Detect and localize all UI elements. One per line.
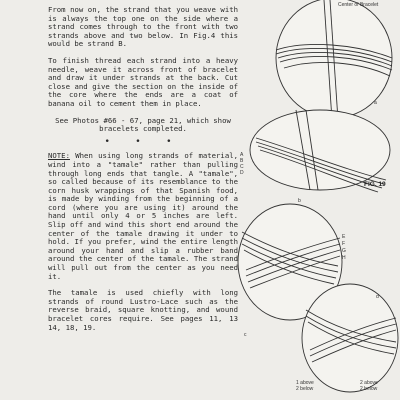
panel-c-letter-g: G xyxy=(342,248,346,254)
bracelet-weaving-illustration xyxy=(236,0,400,400)
paragraph-note xyxy=(48,152,238,281)
figure-number-label: FIG. 19 xyxy=(364,181,386,188)
center-of-bracelet-label: Center of Bracelet xyxy=(338,2,379,8)
panel-c-letter-e: E xyxy=(342,234,346,240)
panel-c-label: c xyxy=(244,332,247,338)
note-body: When using long strands of material, wind into a "tamale" rather than pulling through long ends that tangle. A "tamale", so called because of its resemblance to the corn husk wrappings of that Spanish food, is made by winding from the beginning of a cord (where you are using it) around the hand until only 4 or 5 inches are left. Slip off and wind this short end around the center of the tamale drawing it under to hold. If you prefer, wind the entire length around your hand and slip a rubber band around the center of the tamale. The strand will pull out from the center as you need it. xyxy=(48,151,238,281)
panel-d-label: d xyxy=(376,294,379,300)
panel-a-label: a xyxy=(374,100,377,106)
paragraph-see-photos: See Photos #66 - 67, page 21, which show bracelets completed. xyxy=(55,115,231,134)
paragraph-tamale-use: The tamale is used chiefly with long strands of round Lustro-Lace such as the reverse braid, square knotting, and wound bracelet cores require. See pages 11, 13 14, 18, 19. xyxy=(48,288,238,332)
panel-b-label: b xyxy=(298,198,301,204)
panel-b-drawing xyxy=(250,110,390,192)
panel-b-letter-b: B xyxy=(240,158,244,164)
text-column xyxy=(48,6,238,340)
note-label: NOTE: xyxy=(48,151,70,161)
legend-line-4: 2 below xyxy=(360,386,378,392)
panel-c-letter-f: F xyxy=(342,241,346,247)
paragraph-strand-weaving: From now on, the strand that you weave with is always the top one on the side where a strand comes through to the front with two strands above and two below. In Fig.4 this would be strand B. xyxy=(48,5,238,49)
panel-b-letter-c: C xyxy=(240,164,244,170)
paragraph-finish: To finish thread each strand into a heavy needle, weave it across front of bracelet and draw it under strands at the back. Cut close and give the section on the inside of the core where the ends are a coat of banana oil to cement them in place. xyxy=(48,55,238,108)
legend-line-3: 2 above xyxy=(360,380,378,386)
panel-b-letter-a: A xyxy=(240,152,244,158)
panel-d-drawing xyxy=(302,284,398,392)
legend-line-1: 1 above xyxy=(296,380,314,386)
panel-b-letter-d: D xyxy=(240,170,244,176)
panel-c-letter-h: H xyxy=(342,255,346,261)
legend-line-2: 2 below xyxy=(296,386,314,392)
section-divider: • • • xyxy=(104,136,182,147)
